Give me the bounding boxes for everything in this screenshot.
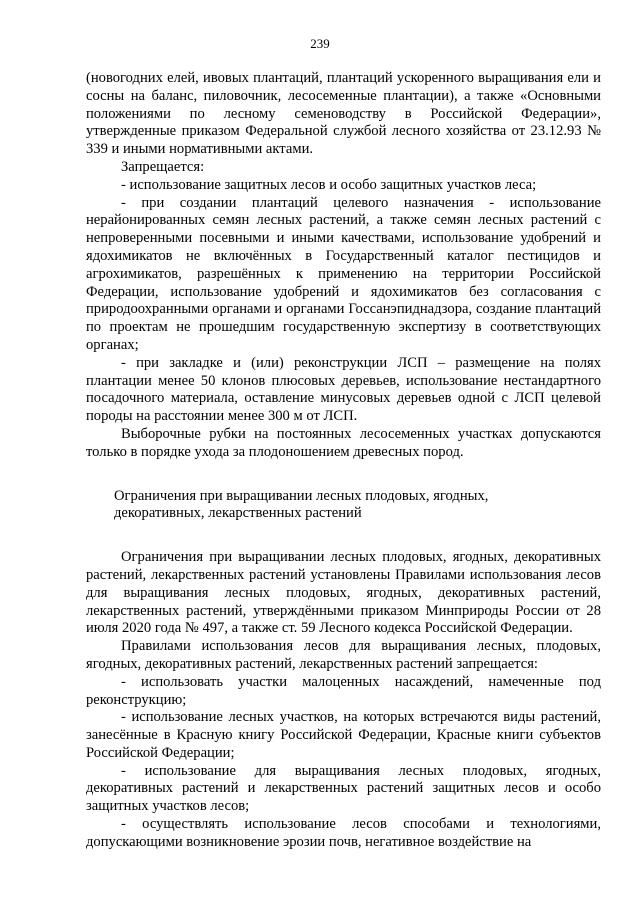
section-title-line-2: декоративных, лекарственных растений bbox=[114, 505, 362, 522]
document-body bbox=[86, 70, 601, 852]
section-title-line-1: Ограничения при выращивании лесных плодовых, ягодных, bbox=[114, 487, 489, 504]
paragraph: Правилами использования лесов для выращивания лесных, плодовых, ягодных, декоративных растений, лекарственных растений запрещается: bbox=[86, 638, 601, 672]
paragraph: Ограничения при выращивании лесных плодовых, ягодных, декоративных растений, лекарственных растений установлены Правилами использования лесов для выращивания лесных плодовых, ягодных, декоративных растений, лекарственных растений, утверждёнными приказом Минприроды России от 28 июля 2020 года № 497, а также ст. 59 Лесного кодекса Российской Федерации. bbox=[86, 549, 601, 637]
paragraph: - использование защитных лесов и особо защитных участков леса; bbox=[121, 176, 537, 193]
paragraph: Запрещается: bbox=[121, 158, 205, 175]
paragraph: - при закладке и (или) реконструкции ЛСП – размещение на полях плантации менее 50 клонов плюсовых деревьев, использование нестандартного посадочного материала, оставление минусовых деревьев одной с ЛСП целевой породы на расстоянии менее 300 м от ЛСП. bbox=[86, 354, 601, 425]
paragraph: - использование для выращивания лесных плодовых, ягодных, декоративных растений и лекарственных растений защитных лесов и особо защитных участков лесов; bbox=[86, 762, 601, 815]
paragraph: - использовать участки малоценных насаждений, намеченные под реконструкцию; bbox=[86, 673, 601, 708]
paragraph: - использование лесных участков, на которых встречаются виды растений, занесённые в Красную книгу Российской Федерации, Красные книги субъектов Российской Федерации; bbox=[86, 709, 601, 761]
paragraph: - при создании плантаций целевого назначения - использование нерайонированных семян лесных растений, а также семян лесных растений с непроверенными посевными и иными качествами, использование удобрений и ядохимикатов не включённых в Государственный каталог пестицидов и агрохимикатов, разрешённых к применению на территории Российской Федерации, использование удобрений и ядохимикатов без согласования с природоохранными органами и органами Госсанэпиднадзора, создание плантаций по проектам не прошедшим государственную экспертизу в соответствующих органах; bbox=[86, 194, 601, 353]
paragraph: - осуществлять использование лесов способами и технологиями, допускающими возникновение эрозии почв, негативное воздействие на bbox=[86, 816, 601, 850]
page-number: 239 bbox=[310, 36, 330, 51]
paragraph: Выборочные рубки на постоянных лесосеменных участках допускаются только в порядке ухода за плодоношением древесных пород. bbox=[86, 425, 601, 460]
paragraph: (новогодних елей, ивовых плантаций, плантаций ускоренного выращивания ели и сосны на баланс, пиловочник, лесосеменные плантации), а также «Основными положениями по лесному семеноводству в Российской Федерации», утвержденные приказом Федеральной службой лесного хозяйства от 23.12.93 № 339 и иными нормативными актами. bbox=[86, 70, 601, 158]
